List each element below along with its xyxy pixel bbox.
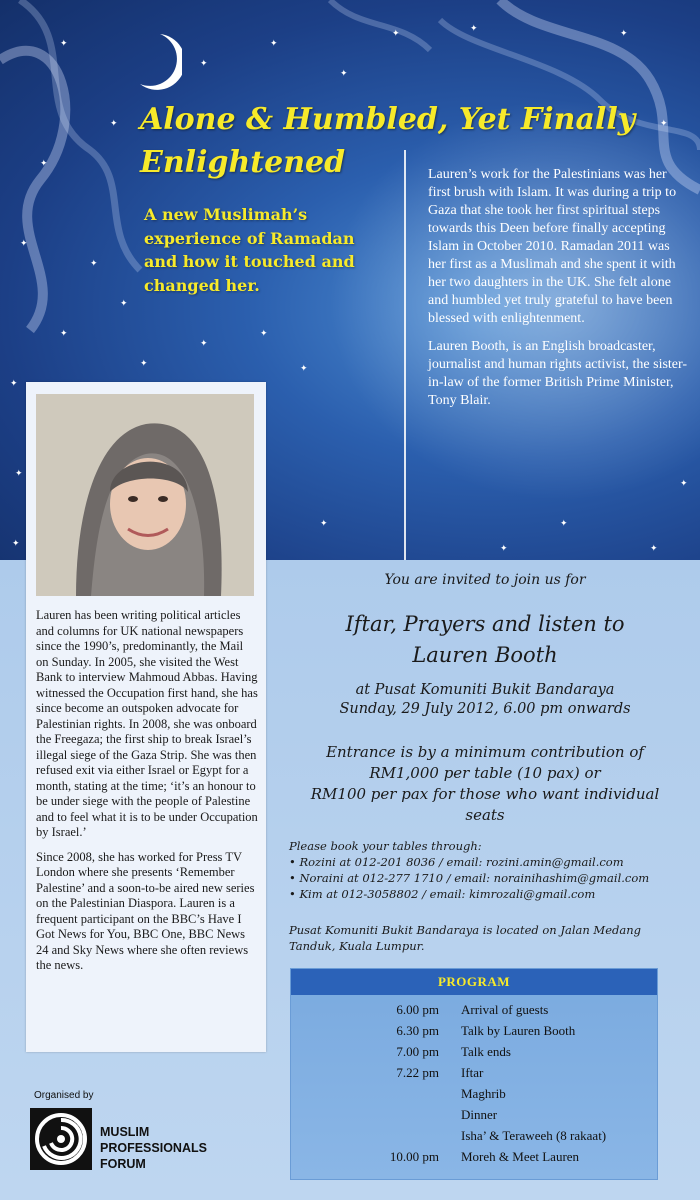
star-icon: ✦ — [200, 339, 208, 349]
star-icon: ✦ — [470, 24, 478, 34]
mpf-logo-icon — [30, 1108, 92, 1170]
star-icon: ✦ — [10, 379, 18, 389]
page-subtitle: A new Muslimah’s experience of Ramadan and how it touched and changed her. — [144, 205, 355, 295]
star-icon: ✦ — [392, 29, 400, 39]
star-icon: ✦ — [620, 29, 628, 39]
star-icon: ✦ — [560, 519, 568, 529]
program-table — [290, 968, 658, 1180]
star-icon: ✦ — [20, 239, 28, 249]
organiser-name: MUSLIM PROFESSIONALS FORUM — [100, 1125, 207, 1171]
program-row: 6.30 pm Talk by Lauren Booth — [396, 1023, 576, 1038]
divider-line — [404, 150, 406, 560]
event-date: Sunday, 29 July 2012, 6.00 pm onwards — [339, 701, 631, 717]
star-icon: ✦ — [680, 479, 688, 489]
booking-contact[interactable]: • Rozini at 012-201 8036 / email: rozini.amin@gmail.com — [289, 855, 624, 869]
star-icon: ✦ — [500, 544, 508, 554]
star-icon: ✦ — [15, 469, 23, 479]
intro-paragraph: Lauren’s work for the Palestinians was her first brush with Islam. It was during a trip to Gaza that she took her first spiritual steps towards this Deen before finally accepting Islam in October 2010. Ramadan 2011 was her first as a Muslimah and she spent it with her two daughters in the UK. She felt alone and humbled yet truly grateful to have been blessed with enlightenment. — [428, 167, 677, 326]
program-row: 10.00 pm Moreh & Meet Lauren — [389, 1149, 580, 1164]
star-icon: ✦ — [120, 299, 128, 309]
event-venue: at Pusat Komuniti Bukit Bandaraya — [355, 682, 615, 698]
program-heading: PROGRAM — [291, 969, 657, 995]
program-row: Maghrib — [461, 1086, 506, 1101]
entrance-info: Entrance is by a minimum contribution of RM1,000 per table (10 pax) or RM100 per pax for those who want individual seats — [310, 743, 660, 824]
star-icon: ✦ — [650, 544, 658, 554]
star-icon: ✦ — [12, 539, 20, 549]
star-icon: ✦ — [340, 69, 348, 79]
crescent-moon-icon — [138, 32, 182, 92]
star-icon: ✦ — [270, 39, 278, 49]
bio-text — [36, 608, 258, 983]
star-icon: ✦ — [90, 259, 98, 269]
program-row: Isha’ & Teraweeh (8 rakaat) — [461, 1128, 607, 1143]
booking-heading: Please book your tables through: — [289, 839, 482, 853]
bio-paragraph: Since 2008, she has worked for Press TV London where she presents ‘Remember Palestine’ and a soon-to-be aired new series on the Palestinian Diaspora. Lauren is a frequent participant on the BBC’s Have I Got News for You, BBC One, BBC News 24 and Sky News where she often reviews the news. — [36, 849, 255, 972]
booking-contact[interactable]: • Kim at 012-3058802 / email: kimrozali@gmail.com — [289, 887, 596, 901]
star-icon: ✦ — [60, 329, 68, 339]
intro-paragraph: Lauren Booth, is an English broadcaster, journalist and human rights activist, the sister-in-law of the former British Prime Minister, Tony Blair. — [428, 339, 688, 408]
star-icon: ✦ — [110, 119, 118, 129]
star-icon: ✦ — [660, 119, 668, 129]
program-row: 7.22 pm Iftar — [396, 1065, 484, 1080]
event-details — [290, 681, 680, 719]
invitation-intro: You are invited to join us for — [384, 572, 586, 588]
page-title: Alone & Humbled, Yet Finally Enlightened — [140, 102, 636, 180]
program-row: 6.00 pm Arrival of guests — [396, 1002, 549, 1017]
star-icon: ✦ — [200, 59, 208, 69]
program-row: 7.00 pm Talk ends — [396, 1044, 511, 1059]
portrait-illustration — [36, 394, 254, 596]
invitation-headline: Iftar, Prayers and listen to Lauren Booth — [345, 612, 625, 667]
bio-paragraph: Lauren has been writing political articles and columns for UK national newspapers since the 1990’s, predominantly, the Mail on Sunday. In 2005, she visited the West Bank to interview Mahmoud Abbas. Having witnessed the Occupation first hand, she has since become an outspoken advocate for Palestinian rights. In 2008, she was onboard the Freegaza; the first ship to break Israel’s illegal siege of the Gaza Strip. She was then refused exit via either Israel or Egypt for a month, stating at the time; ‘it’s an honour to be under siege with the people of Palestine and to feel what it is to be under Occupation by Israel.’ — [36, 608, 258, 839]
star-icon: ✦ — [260, 329, 268, 339]
star-icon: ✦ — [140, 359, 148, 369]
star-icon: ✦ — [300, 364, 308, 374]
star-icon: ✦ — [320, 519, 328, 529]
booking-contact[interactable]: • Noraini at 012-277 1710 / email: norainihashim@gmail.com — [289, 871, 650, 885]
star-icon: ✦ — [40, 159, 48, 169]
intro-text — [428, 166, 688, 420]
portrait-photo — [36, 394, 254, 596]
star-icon: ✦ — [60, 39, 68, 49]
organiser-label: Organised by — [34, 1090, 94, 1101]
booking-info — [289, 838, 689, 902]
program-row: Dinner — [461, 1107, 498, 1122]
location-note: Pusat Komuniti Bukit Bandaraya is located on Jalan Medang Tanduk, Kuala Lumpur. — [289, 923, 642, 953]
